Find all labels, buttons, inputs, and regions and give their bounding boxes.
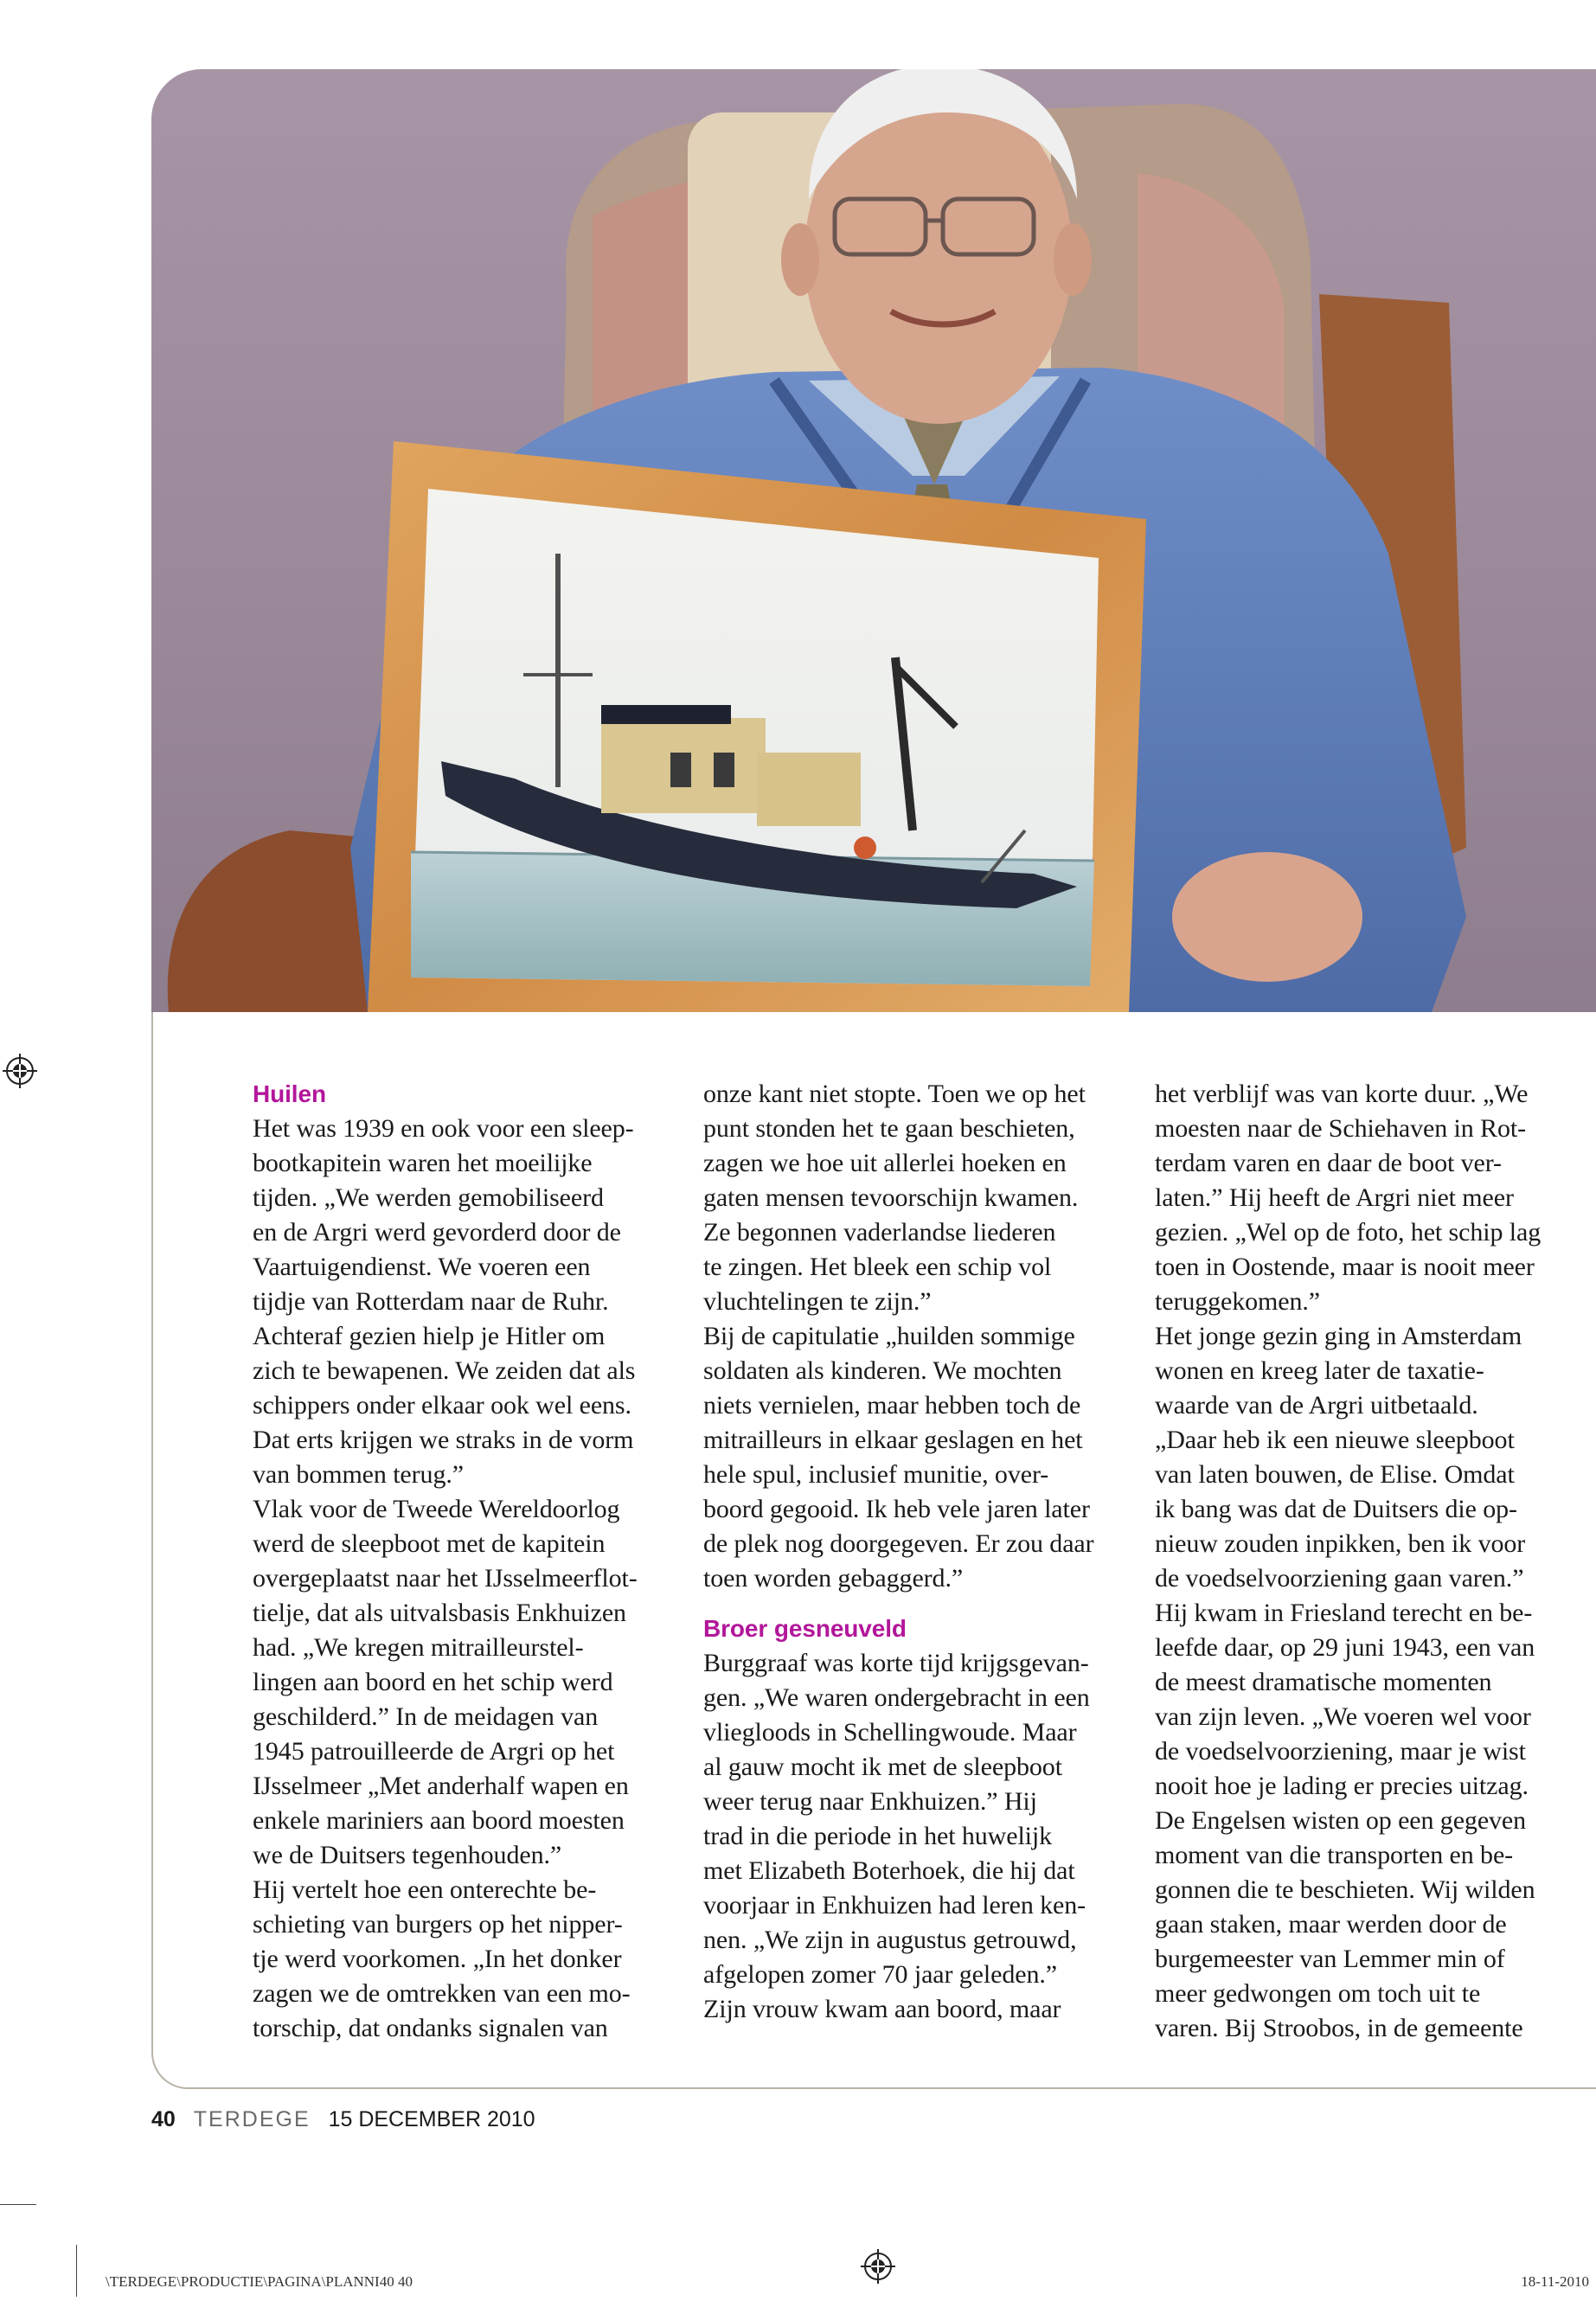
framed-boat-photo (368, 441, 1146, 1012)
registration-mark-icon (861, 2249, 895, 2284)
article-column-3 (1155, 1077, 1592, 2046)
crop-mark (0, 2204, 36, 2205)
article-column-1 (253, 1077, 689, 2046)
page-number: 40 (151, 2107, 176, 2131)
right-hand (1172, 852, 1362, 982)
production-slug-date: 18-11-2010 (1521, 2273, 1589, 2290)
article-column-2 (703, 1077, 1140, 2027)
column-2-text-continued: Burggraaf was korte tijd krijgsgevan- gen. „We waren ondergebracht in een vliegloods in Schellingwoude. Maar al gauw mocht ik met de sleepboot weer terug naar Enkhuizen.” Hij trad in die periode in het huwelijk met Elizabeth Boterhoek, die hij dat voorjaar in Enkhuizen had leren ken- nen. „We zijn in augustus getrouwd, afgelopen zomer 70 jaar geleden.” Zijn vrouw kwam aan boord, maar (703, 1649, 1090, 2023)
section-heading-broer-gesneuveld: Broer gesneuveld (703, 1615, 907, 1642)
page-folio (151, 2107, 535, 2132)
magazine-name: TERDEGE (193, 2107, 311, 2131)
section-heading-huilen: Huilen (253, 1080, 326, 1107)
issue-date: 15 DECEMBER 2010 (328, 2107, 535, 2131)
registration-mark-icon (3, 1054, 37, 1088)
column-1-text: Het was 1939 en ook voor een sleep- bootkapitein waren het moeilijke tijden. „We werden gemobiliseerd en de Argri werd gevorderd door de Vaartuigendienst. We voeren een tijdje van Rotterdam naar de Ruhr. Achteraf gezien hielp je Hitler om zich te bewapenen. We zeiden dat als schippers onder elkaar ook wel eens. Dat erts krijgen we straks in de vorm van bommen terug.” Vlak voor de Tweede Wereldoorlog werd de sleepboot met de kapitein overgeplaatst naar het IJsselmeerflot- tielje, dat als uitvalsbasis Enkhuizen had. „We kregen mitrailleurstel- lingen aan boord en het schip werd geschilderd.” In de meidagen van 1945 patrouilleerde de Argri op het IJsselmeer „Met anderhalf wapen en enkele mariniers aan boord moesten we de Duitsers tegenhouden.” Hij vertelt hoe een onterechte be- schieting van burgers op het nipper- tje werd voorkomen. „In het donker zagen we de omtrekken van een mo- torschip, dat ondanks signalen van (253, 1114, 638, 2042)
column-2-text: onze kant niet stopte. Toen we op het punt stonden het te gaan beschieten, zagen we hoe uit allerlei hoeken en gaten mensen tevoorschijn kwamen. Ze begonnen vaderlandse liederen te zingen. Het bleek een schip vol vluchtelingen te zijn.” Bij de capitulatie „huilden sommige soldaten als kinderen. We mochten niets vernielen, maar hebben toch de mitrailleurs in elkaar geslagen en het hele spul, inclusief munitie, over- boord gegooid. Ik heb vele jaren later de plek nog doorgegeven. Er zou daar toen worden gebaggerd.” (703, 1080, 1094, 1593)
crop-mark (76, 2245, 77, 2297)
portrait-photo (151, 69, 1596, 1012)
column-3-text: het verblijf was van korte duur. „We moesten naar de Schiehaven in Rot- terdam varen en daar de boot ver- laten.” Hij heeft de Argri niet meer gezien. „Wel op de foto, het schip lag toen in Oostende, maar is nooit meer teruggekomen.” Het jonge gezin ging in Amsterdam wonen en kreeg later de taxatie- waarde van de Argri uitbetaald. „Daar heb ik een nieuwe sleepboot van laten bouwen, de Elise. Omdat ik bang was dat de Duitsers die op- nieuw zouden inpikken, ben ik voor de voedselvoorziening gaan varen.” Hij kwam in Friesland terecht en be- leefde daar, op 29 juni 1943, een van de meest dramatische momenten van zijn leven. „We voeren wel voor de voedselvoorziening, maar je wist nooit hoe je lading er precies uitzag. De Engelsen wisten op een gegeven moment van die transporten en be- gonnen die te beschieten. Wij wilden gaan staken, maar werden door de burgemeester van Lemmer min of meer gedwongen om toch uit te varen. Bij Stroobos, in de gemeente (1155, 1080, 1542, 2042)
production-slug-path: \TERDEGE\PRODUCTIE\PAGINA\PLANNI40 40 (106, 2273, 413, 2290)
